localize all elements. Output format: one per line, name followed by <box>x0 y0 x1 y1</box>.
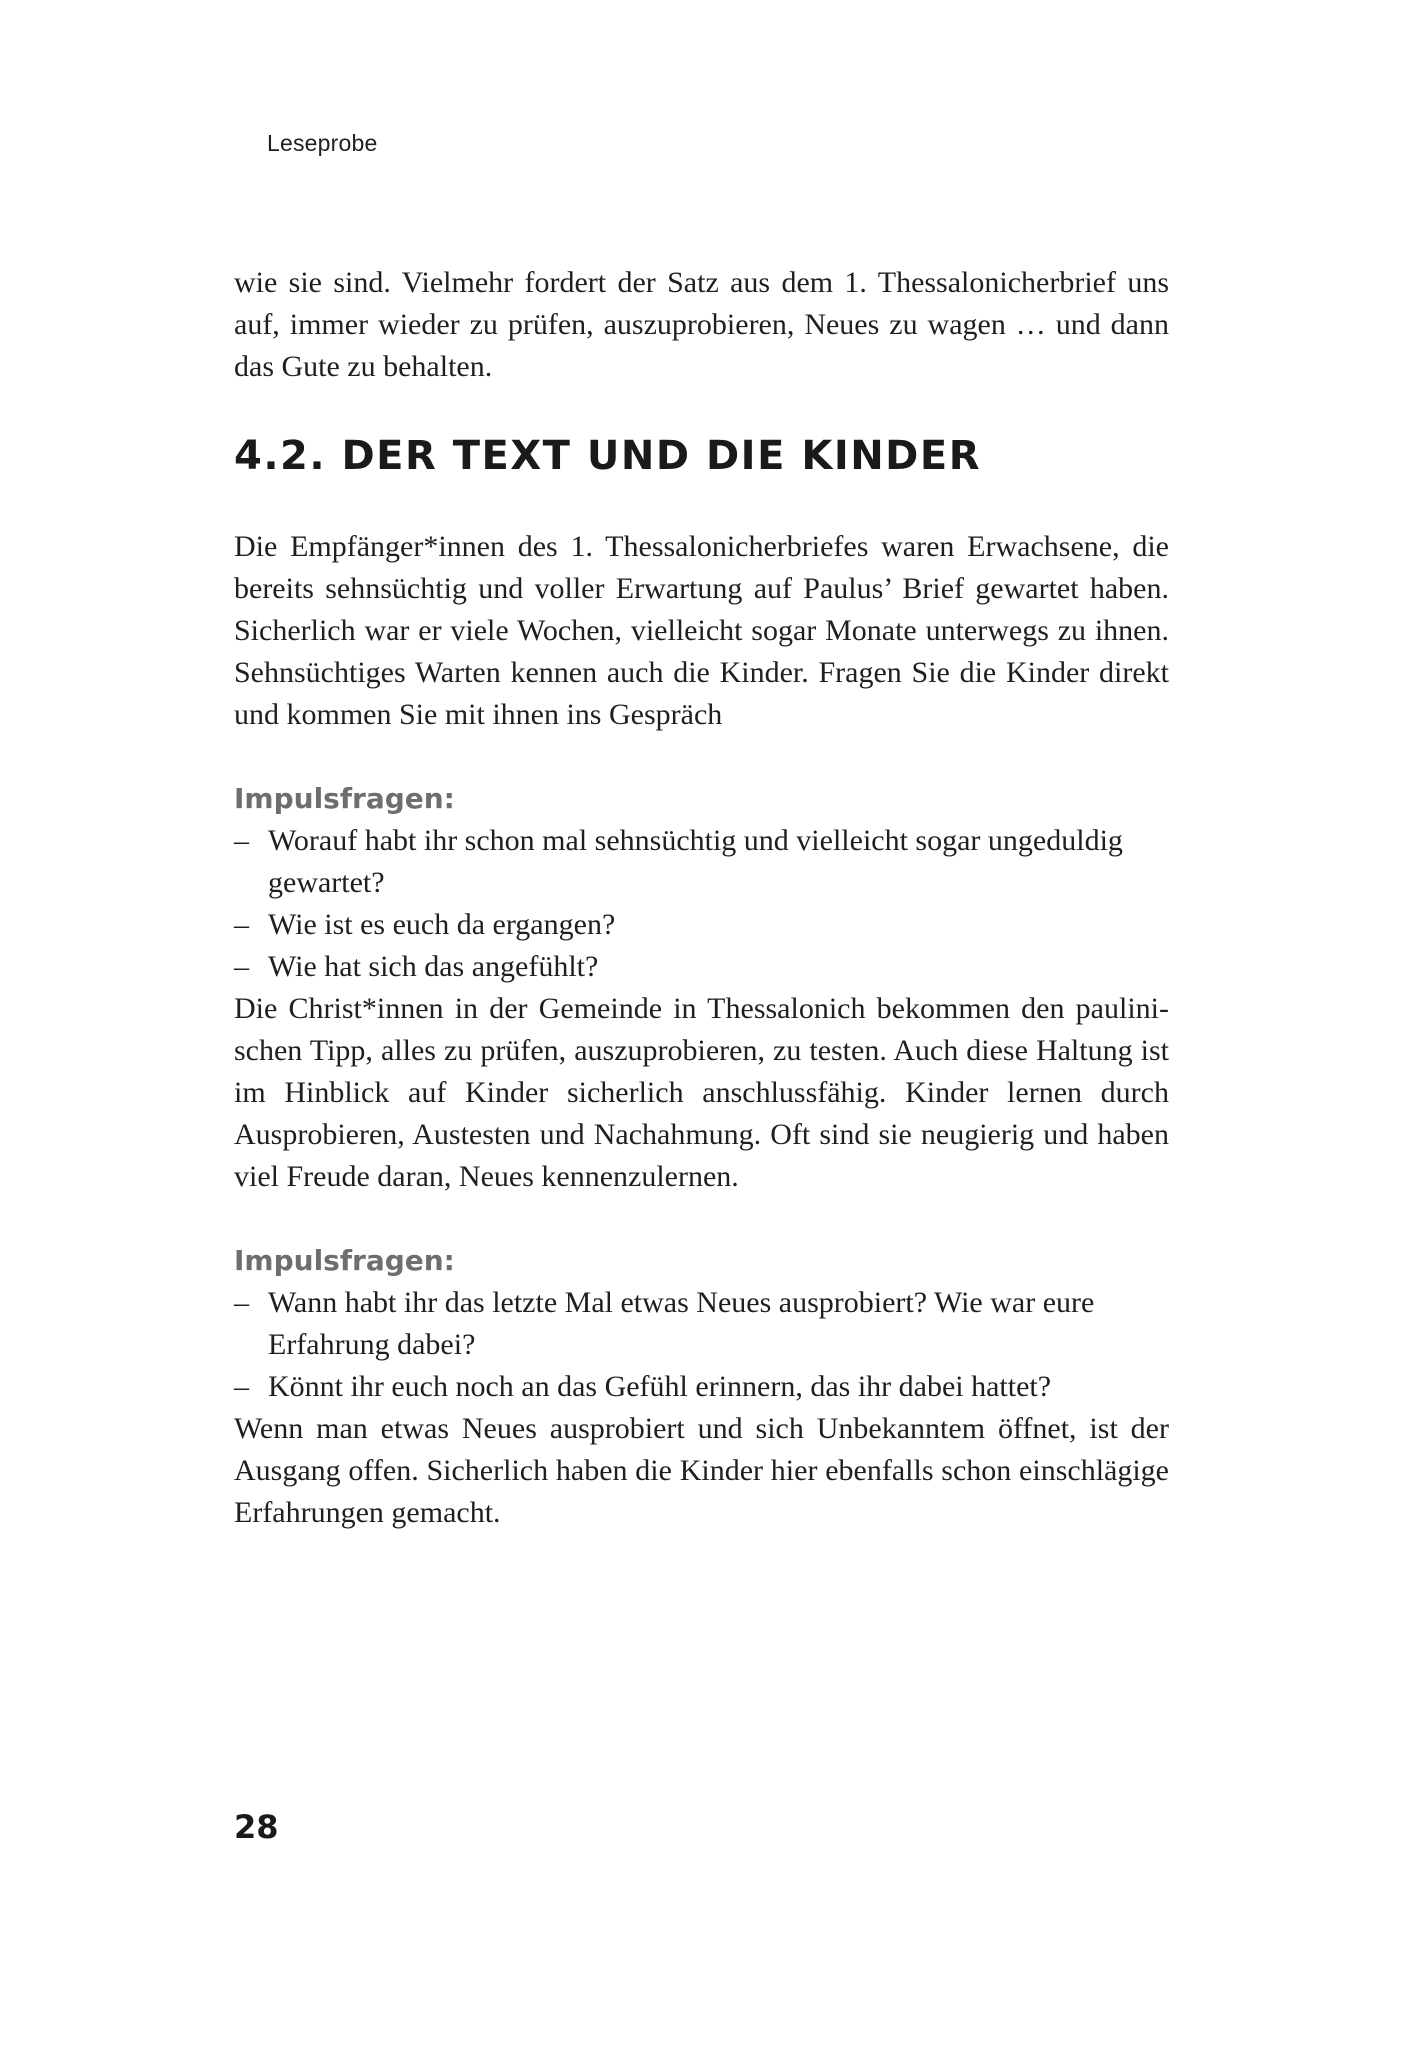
list-item-text: Könnt ihr euch noch an das Gefühl erinnern, das ihr dabei hattet? <box>268 1370 1052 1403</box>
list-dash: – <box>234 1286 249 1319</box>
list-dash: – <box>234 1370 249 1403</box>
list-dash: – <box>234 908 249 941</box>
intro-paragraph: wie sie sind. Vielmehr fordert der Satz aus dem 1. Thessalonicherbrief uns auf, immer wieder zu prüfen, auszuprobieren, Neues zu wagen … und dann das Gute zu behalten. <box>234 266 1169 383</box>
impuls-list-2 <box>234 1282 1169 1408</box>
impuls-label-1: Impulsfragen: <box>234 782 455 815</box>
list-item-text: Wann habt ihr das letzte Mal etwas Neues ausprobiert? Wie war eure Erfahrung dabei? <box>268 1286 1095 1361</box>
section-heading: 4.2. DER TEXT UND DIE KINDER <box>234 433 981 479</box>
list-item <box>234 820 1169 904</box>
list-item <box>234 904 1169 946</box>
impuls-list-1 <box>234 820 1169 988</box>
paragraph-1: Die Empfänger*innen des 1. Thessalonicherbriefes waren Erwachsene, die bereits sehnsüchtig und voller Erwartung auf Paulus’ Brief gewartet haben. Sicherlich war er viele Wochen, vielleicht sogar Monate unterwegs zu ihnen. Sehnsüchtiges Warten kennen auch die Kinder. Fragen Sie die Kinder direkt und kommen Sie mit ihnen ins Gespräch <box>234 530 1169 731</box>
list-item-text: Wie ist es euch da ergangen? <box>268 908 616 941</box>
list-item-text: Wie hat sich das angefühlt? <box>268 950 599 983</box>
paragraph-2: Die Christ*innen in der Gemeinde in Thessalonich bekommen den paulinischen Tipp, alles zu prüfen, auszuprobieren, zu testen. Auch diese Haltung ist im Hinblick auf Kinder sicherlich anschlussfähig. Kinder lernen durch Ausprobieren, Austesten und Nachahmung. Oft sind sie neugierig und haben viel Freude daran, Neues kennenzulernen. <box>234 992 1169 1193</box>
running-head: Leseprobe <box>267 130 378 156</box>
list-item-text: Worauf habt ihr schon mal sehnsüchtig und vielleicht sogar ungeduldig gewartet? <box>268 824 1123 899</box>
list-item <box>234 1282 1169 1366</box>
list-item <box>234 946 1169 988</box>
list-item <box>234 1366 1169 1408</box>
list-dash: – <box>234 950 249 983</box>
impuls-label-2: Impulsfragen: <box>234 1244 455 1277</box>
paragraph-3: Wenn man etwas Neues ausprobiert und sich Unbekanntem öffnet, ist der Ausgang offen. Sicherlich haben die Kinder hier ebenfalls schon einschlägige Erfahrungen gemacht. <box>234 1412 1169 1529</box>
page-number: 28 <box>234 1808 279 1846</box>
page-content <box>234 262 1169 1534</box>
list-dash: – <box>234 824 249 857</box>
